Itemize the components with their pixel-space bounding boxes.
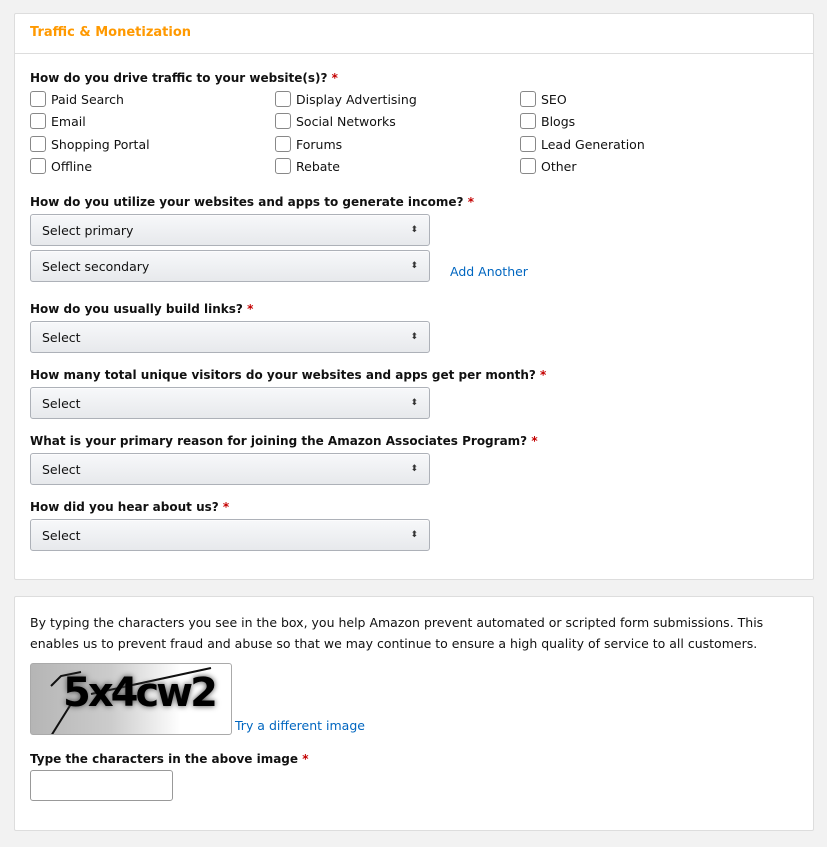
traffic-checkbox-social-networks[interactable]: [275, 112, 396, 130]
reason-question: What is your primary reason for joining the Amazon Associates Program? *: [30, 434, 538, 448]
income-primary-select[interactable]: Select primary ⬍: [30, 214, 430, 246]
checkbox[interactable]: [30, 158, 46, 174]
traffic-checkbox-paid-search[interactable]: [30, 90, 124, 108]
checkbox[interactable]: [520, 91, 536, 107]
checkbox[interactable]: [30, 113, 46, 129]
traffic-checkbox-offline[interactable]: [30, 157, 92, 175]
traffic-checkbox-email[interactable]: [30, 112, 86, 130]
traffic-checkbox-forums[interactable]: [275, 135, 342, 153]
checkbox-label: Email: [51, 113, 86, 129]
checkbox[interactable]: [520, 113, 536, 129]
links-select[interactable]: Select ⬍: [30, 321, 430, 353]
traffic-checkbox-shopping-portal[interactable]: [30, 135, 150, 153]
sort-arrows-icon: ⬍: [410, 464, 418, 474]
checkbox[interactable]: [275, 113, 291, 129]
sort-arrows-icon: ⬍: [410, 398, 418, 408]
traffic-checkbox-other[interactable]: [520, 157, 577, 175]
checkbox-label: Paid Search: [51, 91, 124, 107]
captcha-label: Type the characters in the above image *: [30, 752, 309, 766]
traffic-checkbox-blogs[interactable]: [520, 112, 575, 130]
checkbox[interactable]: [30, 91, 46, 107]
income-question: How do you utilize your websites and apps to generate income? *: [30, 195, 474, 209]
captcha-input[interactable]: [30, 770, 173, 801]
checkbox-label: Display Advertising: [296, 91, 417, 107]
checkbox-label: Other: [541, 158, 577, 174]
checkbox-label: Shopping Portal: [51, 136, 150, 152]
checkbox[interactable]: [275, 158, 291, 174]
traffic-monetization-panel: [14, 13, 814, 580]
try-different-image-link[interactable]: Try a different image: [235, 718, 365, 733]
checkbox[interactable]: [520, 158, 536, 174]
traffic-checkbox-lead-generation[interactable]: [520, 135, 645, 153]
checkbox[interactable]: [275, 136, 291, 152]
traffic-checkbox-seo[interactable]: [520, 90, 567, 108]
income-secondary-select[interactable]: Select secondary ⬍: [30, 250, 430, 282]
sort-arrows-icon: ⬍: [410, 530, 418, 540]
hear-question: How did you hear about us? *: [30, 500, 230, 514]
checkbox-label: Blogs: [541, 113, 576, 129]
traffic-checkbox-rebate[interactable]: [275, 157, 340, 175]
visitors-select[interactable]: Select ⬍: [30, 387, 430, 419]
captcha-description: By typing the characters you see in the box, you help Amazon prevent automated or scripted form submissions. This enables us to prevent fraud and abuse so that we may continue to ensure a high quality of service to all customers.: [30, 615, 764, 651]
captcha-image: [30, 663, 232, 735]
checkbox[interactable]: [275, 91, 291, 107]
links-question: How do you usually build links? *: [30, 302, 254, 316]
checkbox[interactable]: [30, 136, 46, 152]
captcha-characters: 5x4cw2: [63, 670, 215, 716]
captcha-panel: [14, 596, 814, 831]
checkbox-label: Offline: [51, 158, 93, 174]
checkbox-label: Social Networks: [296, 113, 396, 129]
add-another-link[interactable]: Add Another: [450, 264, 528, 279]
section-title: Traffic & Monetization: [15, 14, 813, 54]
checkbox-label: SEO: [541, 91, 567, 107]
sort-arrows-icon: ⬍: [410, 261, 418, 271]
checkbox-label: Forums: [296, 136, 343, 152]
traffic-checkbox-display-advertising[interactable]: [275, 90, 417, 108]
sort-arrows-icon: ⬍: [410, 332, 418, 342]
sort-arrows-icon: ⬍: [410, 225, 418, 235]
checkbox-label: Rebate: [296, 158, 341, 174]
reason-select[interactable]: Select ⬍: [30, 453, 430, 485]
visitors-question: How many total unique visitors do your websites and apps get per month? *: [30, 368, 547, 382]
checkbox-label: Lead Generation: [541, 136, 645, 152]
checkbox[interactable]: [520, 136, 536, 152]
traffic-question: How do you drive traffic to your website(s)? *: [30, 71, 338, 85]
hear-select[interactable]: Select ⬍: [30, 519, 430, 551]
